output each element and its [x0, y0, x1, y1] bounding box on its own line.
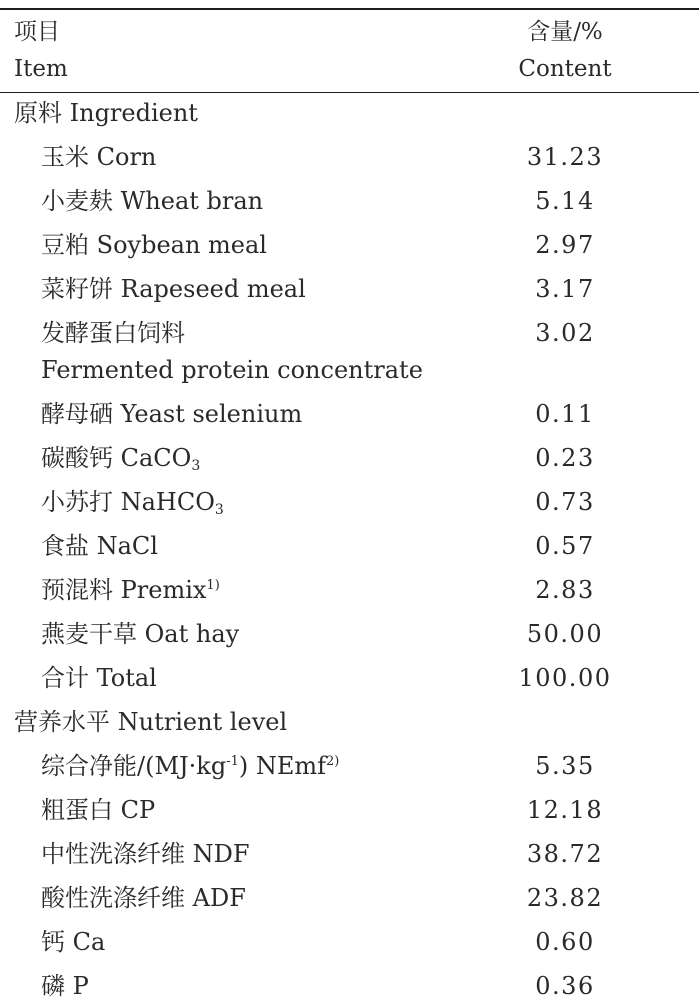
row-value-soybean-meal: 2.97	[535, 231, 595, 259]
row-label-ca: 钙 Ca	[41, 928, 106, 956]
row-label-fermented-protein-en: Fermented protein concentrate	[41, 356, 423, 384]
row-value-wheat-bran: 5.14	[535, 187, 595, 215]
row-value-ca: 0.60	[535, 928, 595, 956]
row-label-nahco3: 小苏打 NaHCO$_3$	[41, 488, 224, 518]
row-label-nacl: 食盐 NaCl	[41, 532, 158, 560]
row-value-fermented-protein: 3.02	[535, 319, 595, 347]
row-value-rapeseed-meal: 3.17	[535, 275, 595, 303]
row-label-p: 磷 P	[41, 972, 89, 1000]
header-rule	[0, 92, 699, 93]
section-title-ingredient: 原料 Ingredient	[14, 99, 198, 127]
row-value-premix: 2.83	[535, 576, 595, 604]
row-label-corn: 玉米 Corn	[41, 143, 157, 171]
row-value-corn: 31.23	[526, 143, 604, 171]
row-label-total: 合计 Total	[41, 664, 157, 692]
row-value-nemf: 5.35	[535, 752, 595, 780]
row-label-oat-hay: 燕麦干草 Oat hay	[41, 620, 240, 648]
header-content-cn: 含量/%	[527, 19, 603, 45]
row-label-nemf: 综合净能$/(MJ\cdot kg^{-1})$ NEmf$^{2)}$	[41, 752, 340, 780]
row-value-nacl: 0.57	[535, 532, 595, 560]
row-label-premix: 预混料 Premix$^{1)}$	[41, 576, 220, 604]
row-value-caco3: 0.23	[535, 444, 595, 472]
header-content-en: Content	[518, 56, 612, 82]
header-item-en: Item	[14, 56, 68, 82]
row-label-adf: 酸性洗涤纤维 ADF	[41, 884, 246, 912]
row-value-p: 0.36	[535, 972, 595, 1000]
row-label-rapeseed-meal: 菜籽饼 Rapeseed meal	[41, 275, 306, 303]
section-title-nutrient-level: 营养水平 Nutrient level	[14, 708, 288, 736]
row-label-ndf: 中性洗涤纤维 NDF	[41, 840, 250, 868]
top-rule	[0, 8, 699, 10]
row-label-cp: 粗蛋白 CP	[41, 796, 156, 824]
row-value-total: 100.00	[518, 664, 612, 692]
row-label-fermented-protein: 发酵蛋白饲料	[41, 319, 185, 347]
row-value-yeast-selenium: 0.11	[535, 400, 595, 428]
row-value-nahco3: 0.73	[535, 488, 595, 516]
row-value-ndf: 38.72	[526, 840, 604, 868]
row-value-cp: 12.18	[526, 796, 604, 824]
row-value-adf: 23.82	[526, 884, 604, 912]
row-label-wheat-bran: 小麦麸 Wheat bran	[41, 187, 264, 215]
row-label-soybean-meal: 豆粕 Soybean meal	[41, 231, 267, 259]
header-item-cn: 项目	[14, 19, 60, 45]
row-value-oat-hay: 50.00	[526, 620, 604, 648]
row-label-caco3: 碳酸钙 CaCO$_3$	[41, 444, 201, 474]
row-label-yeast-selenium: 酵母硒 Yeast selenium	[41, 400, 303, 428]
